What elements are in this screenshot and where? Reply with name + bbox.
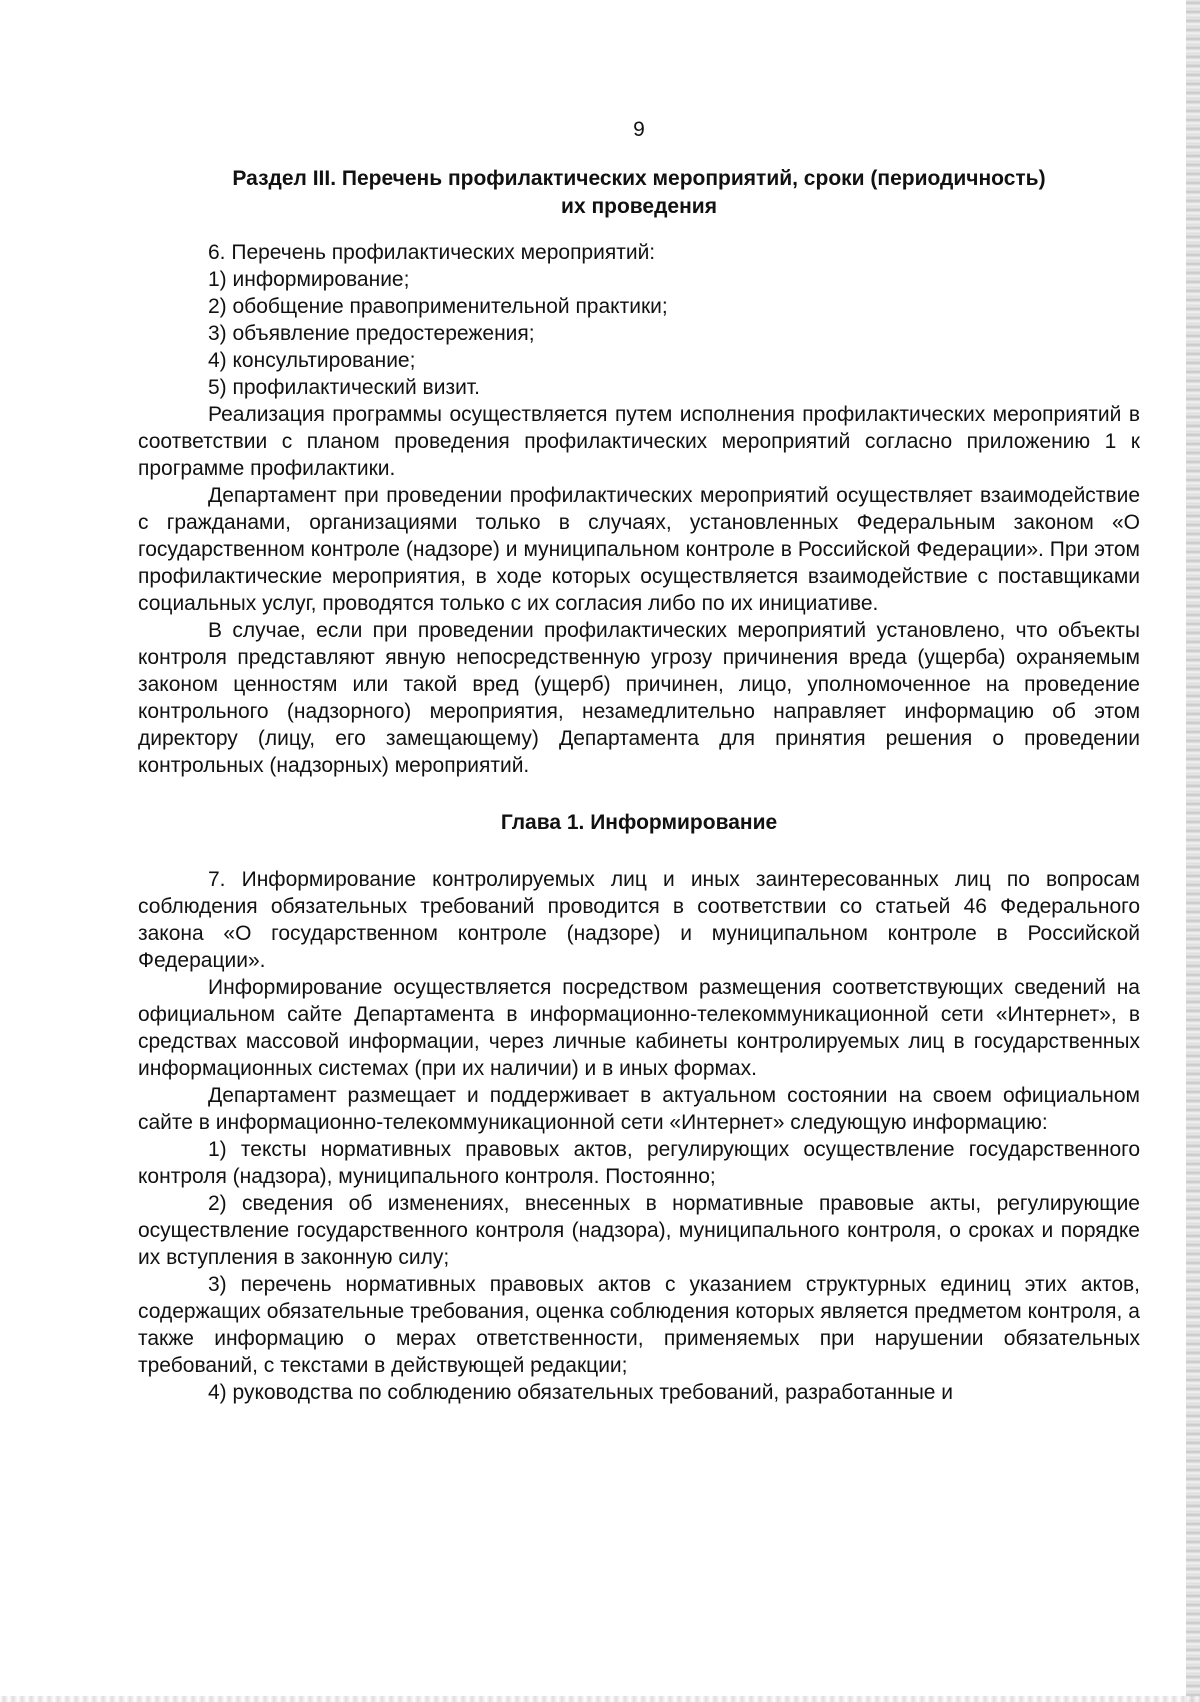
page-number: 9 bbox=[633, 118, 645, 141]
section-heading-line-2: их проведения bbox=[561, 195, 717, 218]
scan-bottom-edge bbox=[0, 1696, 1200, 1702]
paragraph-threat-case: В случае, если при проведении профилактических мероприятий установлено, что объекты контроля представляют явную непосредственную угрозу причинения вреда (ущерба) охраняемым законом ценностям или такой вред (ущерб) причинен, лицо, уполномоченное на проведение контрольного (надзорного) мероприятия, незамедлительно направляет информацию об этом директору (лицу, его замещающему) Департамента для принятия решения о проведении контрольных (надзорных) мероприятий. bbox=[138, 619, 1140, 777]
website-info-item-2: 2) сведения об изменениях, внесенных в нормативные правовые акты, регулирующие осуществление государственного контроля (надзора), муниципального контроля, о сроках и порядке их вступления в законную силу; bbox=[138, 1192, 1140, 1269]
website-info-item-1: 1) тексты нормативных правовых актов, регулирующих осуществление государственного контроля (надзора), муниципального контроля. Постоянно; bbox=[138, 1138, 1140, 1188]
measure-item-consulting: 4) консультирование; bbox=[208, 349, 416, 372]
chapter-heading: Глава 1. Информирование bbox=[500, 811, 778, 834]
paragraph-department-interaction: Департамент при проведении профилактических мероприятий осуществляет взаимодействие с гражданами, организациями только в случаях, установленных Федеральным законом «О государственном контроле (надзоре) и муниципальном контроле в Российской Федерации». При этом профилактические мероприятия, в ходе которых осуществляется взаимодействие с поставщиками социальных услуг, проводятся только с их согласия либо по их инициативе. bbox=[138, 484, 1140, 615]
section-heading bbox=[138, 165, 1140, 221]
measure-item-warning: 3) объявление предостережения; bbox=[208, 322, 535, 345]
measure-item-informing: 1) информирование; bbox=[208, 268, 410, 291]
measure-item-generalization: 2) обобщение правоприменительной практики; bbox=[208, 295, 668, 318]
paragraph-website-info-intro: Департамент размещает и поддерживает в актуальном состоянии на своем официальном сайте в информационно-телекоммуникационной сети «Интернет» следующую информацию: bbox=[138, 1084, 1140, 1134]
paragraph-informing-basis: 7. Информирование контролируемых лиц и иных заинтересованных лиц по вопросам соблюдения обязательных требований проводится в соответствии со статьей 46 Федерального закона «О государственном контроле (надзоре) и муниципальном контроле в Российской Федерации». bbox=[138, 868, 1140, 972]
measure-item-visit: 5) профилактический визит. bbox=[208, 376, 480, 399]
paragraph-program-implementation: Реализация программы осуществляется путем исполнения профилактических мероприятий в соответствии с планом проведения профилактических мероприятий согласно приложению 1 к программе профилактики. bbox=[138, 403, 1140, 480]
website-info-item-3: 3) перечень нормативных правовых актов с указанием структурных единиц этих актов, содержащих обязательные требования, оценка соблюдения которых является предметом контроля, а также информацию о мерах ответственности, применяемых при нарушении обязательных требований, с текстами в действующей редакции; bbox=[138, 1273, 1140, 1377]
scan-edge bbox=[1186, 0, 1200, 1702]
section-heading-line-1: Раздел III. Перечень профилактических мероприятий, сроки (периодичность) bbox=[232, 167, 1046, 190]
measures-list-intro: 6. Перечень профилактических мероприятий: bbox=[208, 241, 656, 264]
paragraph-informing-channels: Информирование осуществляется посредством размещения соответствующих сведений на официальном сайте Департамента в информационно-телекоммуникационной сети «Интернет», в средствах массовой информации, через личные кабинеты контролируемых лиц в государственных информационных системах (при их наличии) и в иных формах. bbox=[138, 976, 1140, 1080]
website-info-item-4: 4) руководства по соблюдению обязательных требований, разработанные и bbox=[208, 1381, 954, 1404]
